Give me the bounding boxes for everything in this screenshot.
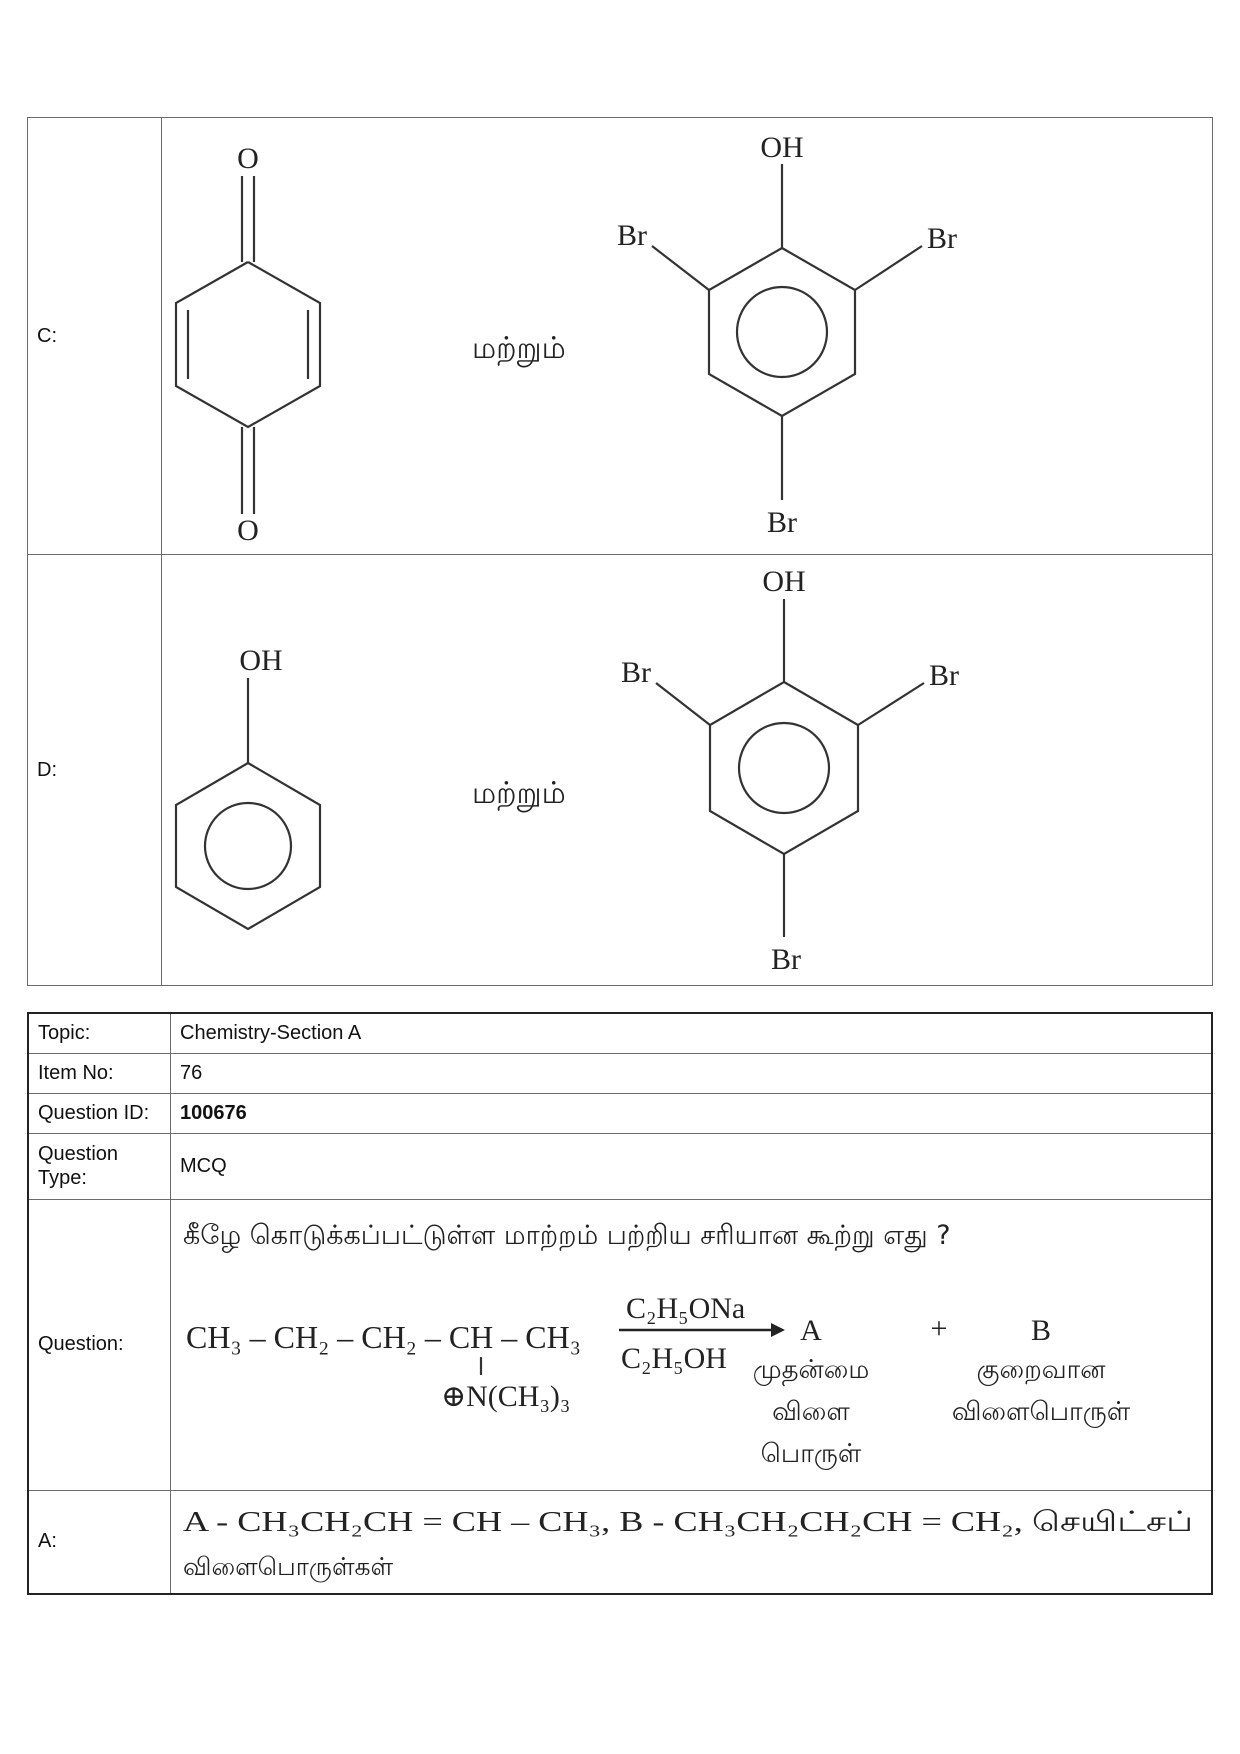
tribromophenol-structure-d [621,565,959,976]
product-b-desc-2: விளைபொருள் [951,1396,1131,1427]
question-table [27,1012,1213,1595]
qid-value: 100676 [171,1093,1213,1133]
option-content-d [162,555,1213,986]
plus-sign: + [930,1311,948,1345]
answer-content [171,1490,1213,1594]
answer-body [171,1491,1211,1593]
tbp-c-br-left: Br [617,219,647,252]
tbp-c-oh: OH [760,131,804,164]
question-row [28,1199,1212,1490]
question-body [171,1200,1211,1490]
connector-text-d: மற்றும் [472,776,566,811]
question-text: கீழே கொடுக்கப்பட்டுள்ள மாற்றம் பற்றிய சரியான கூற்று எது ? [183,1219,951,1251]
reactant-formula: CH₃ – CH₂ – CH₂ – CH – CH₃ [186,1318,581,1355]
benzoquinone-structure [176,142,320,547]
option-row-c [28,118,1213,555]
option-row-d [28,555,1213,986]
product-a-desc-3: பொருள் [760,1438,862,1469]
option-d-structures [162,555,1212,985]
qid-label: Question ID: [28,1093,171,1133]
option-label-c: C: [28,118,162,555]
reagent-above: C₂H₅ONa [626,1291,746,1325]
option-c-structures [162,118,1212,554]
quinone-bottom-o: O [237,514,259,547]
qtype-value: MCQ [171,1133,1213,1199]
connector-text-c: மற்றும் [472,331,566,366]
answer-label: A: [28,1490,171,1594]
qid-row [28,1093,1212,1133]
reagent-below: C₂H₅OH [621,1341,727,1375]
options-table [27,117,1213,986]
option-content-c [162,118,1213,555]
product-b: B [1030,1313,1052,1347]
topic-label: Topic: [28,1013,171,1053]
phenol-oh: OH [239,644,283,677]
tbp-d-oh: OH [762,565,806,598]
qtype-row [28,1133,1212,1199]
tbp-c-br-bottom: Br [767,506,797,539]
phenol-structure [176,644,320,929]
tbp-d-br-bottom: Br [771,943,801,976]
question-content [171,1199,1213,1490]
item-value: 76 [171,1053,1213,1093]
reaction-arrow-head [771,1323,785,1337]
answer-row [28,1490,1212,1594]
qtype-label: Question Type: [28,1133,171,1199]
product-a-desc-1: முதன்மை [752,1354,870,1385]
question-label: Question: [28,1199,171,1490]
tbp-d-br-left: Br [621,656,651,689]
option-label-d: D: [28,555,162,986]
item-label: Item No: [28,1053,171,1093]
answer-line-2: விளைபொருள்கள் [183,1551,394,1581]
product-a: A [800,1313,822,1347]
answer-line-1: A - CH₃CH₂CH = CH – CH₃, B - CH₃CH₂CH₂CH = CH₂, செயிட்சப் [183,1506,1193,1538]
tbp-d-br-right: Br [929,659,959,692]
topic-value: Chemistry-Section A [171,1013,1213,1053]
tbp-c-br-right: Br [927,222,957,255]
product-a-desc-2: விளை [772,1396,850,1427]
reactant-substituent: ⊕N(CH₃)₃ [441,1379,571,1413]
tribromophenol-structure-c [617,131,957,539]
product-b-desc-1: குறைவான [976,1354,1106,1385]
item-row [28,1053,1212,1093]
quinone-top-o: O [237,142,259,175]
topic-row [28,1013,1212,1053]
